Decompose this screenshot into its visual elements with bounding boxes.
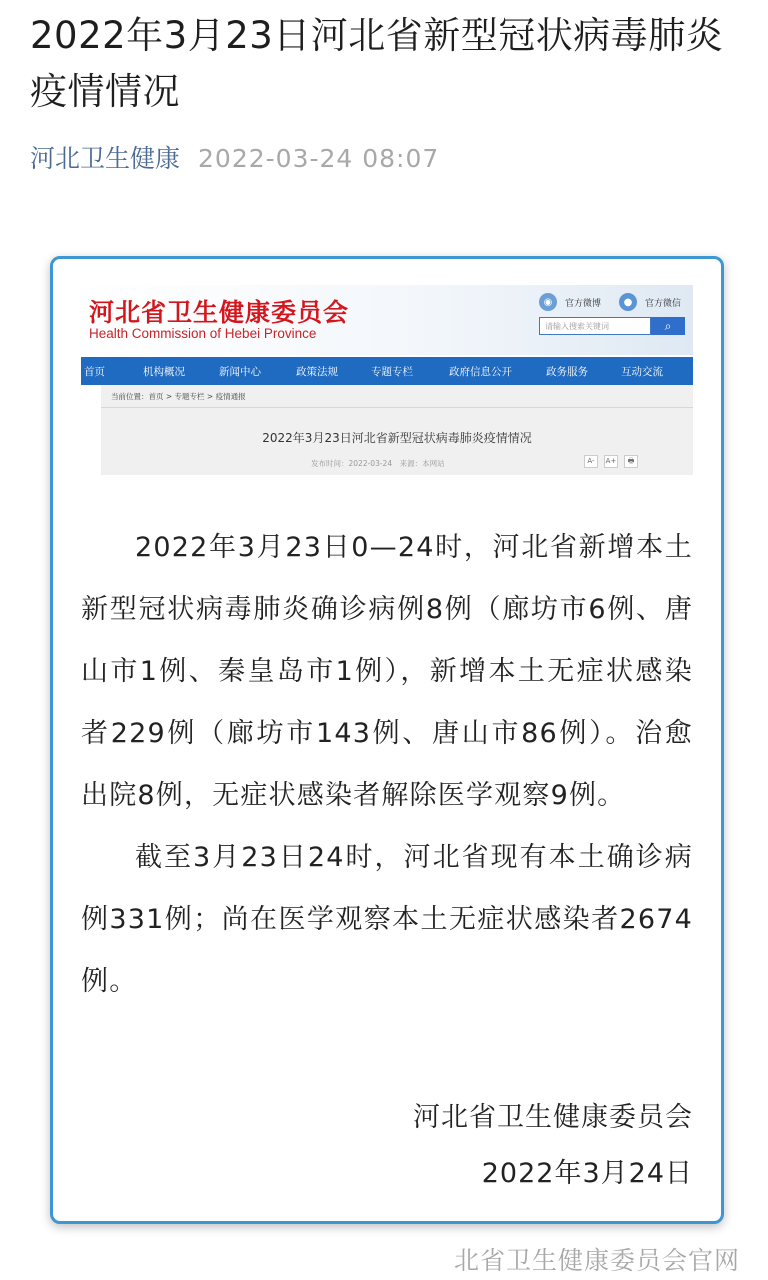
paragraph-1: 2022年3月23日0—24时，河北省新增本土新型冠状病毒肺炎确诊病例8例（廊坊市6例、唐山市1例、秦皇岛市1例），新增本土无症状感染者229例（廊坊市143例、唐山市86例）。治愈出院8例，无症状感染者解除医学观察9例。	[81, 532, 693, 811]
watermark: 北省卫生健康委员会官网	[453, 1246, 740, 1275]
signature-org: 河北省卫生健康委员会	[413, 1102, 693, 1133]
breadcrumb: 当前位置：首页 > 专题专栏 > 疫情通报	[111, 392, 246, 401]
font-decrease-icon: A-	[584, 455, 598, 468]
article-time: 2022-03-24 08:07	[198, 144, 440, 173]
article-title: 2022年3月23日河北省新型冠状病毒肺炎疫情情况	[30, 14, 724, 113]
site-nav-item: 专题专栏	[371, 366, 413, 378]
article-meta	[30, 143, 439, 175]
weibo-label: 官方微博	[565, 298, 602, 309]
site-nav-item: 政策法规	[296, 366, 338, 378]
site-nav-item: 互动交流	[621, 366, 663, 378]
embedded-website-screenshot	[81, 285, 693, 475]
article-image-card[interactable]	[50, 256, 724, 1224]
site-nav-item: 政府信息公开	[449, 366, 512, 378]
site-header	[81, 285, 693, 355]
site-nav-item: 机构概况	[143, 366, 185, 378]
paragraph-2: 截至3月23日24时，河北省现有本土确诊病例331例；尚在医学观察本土无症状感染者2674例。	[81, 842, 693, 997]
site-nav-item: 首页	[84, 366, 105, 378]
signature-date: 2022年3月24日	[481, 1158, 693, 1189]
site-search-input: 请输入搜索关键词	[539, 317, 651, 335]
search-icon: ⌕	[651, 317, 685, 335]
site-article-title: 2022年3月23日河北省新型冠状病毒肺炎疫情情况	[262, 431, 532, 445]
font-tools	[584, 455, 638, 468]
divider	[101, 407, 693, 408]
site-subtitle: Health Commission of Hebei Province	[89, 326, 317, 341]
site-title: 河北省卫生健康委员会	[89, 298, 350, 327]
wechat-icon: ●	[619, 293, 637, 311]
article-source[interactable]: 河北卫生健康	[30, 144, 181, 173]
article-body	[81, 517, 693, 1013]
weibo-link	[539, 293, 601, 311]
site-nav-item: 政务服务	[546, 366, 588, 378]
site-nav-item: 新闻中心	[219, 366, 261, 378]
site-article-panel	[101, 385, 693, 475]
weibo-icon: ◉	[539, 293, 557, 311]
wechat-label: 官方微信	[645, 298, 682, 309]
site-nav	[81, 357, 693, 385]
site-article-meta: 发布时间：2022-03-24 来源：本网站	[311, 459, 445, 468]
font-increase-icon: A+	[604, 455, 618, 468]
print-icon: 🖶	[624, 455, 638, 468]
wechat-link	[619, 293, 681, 311]
